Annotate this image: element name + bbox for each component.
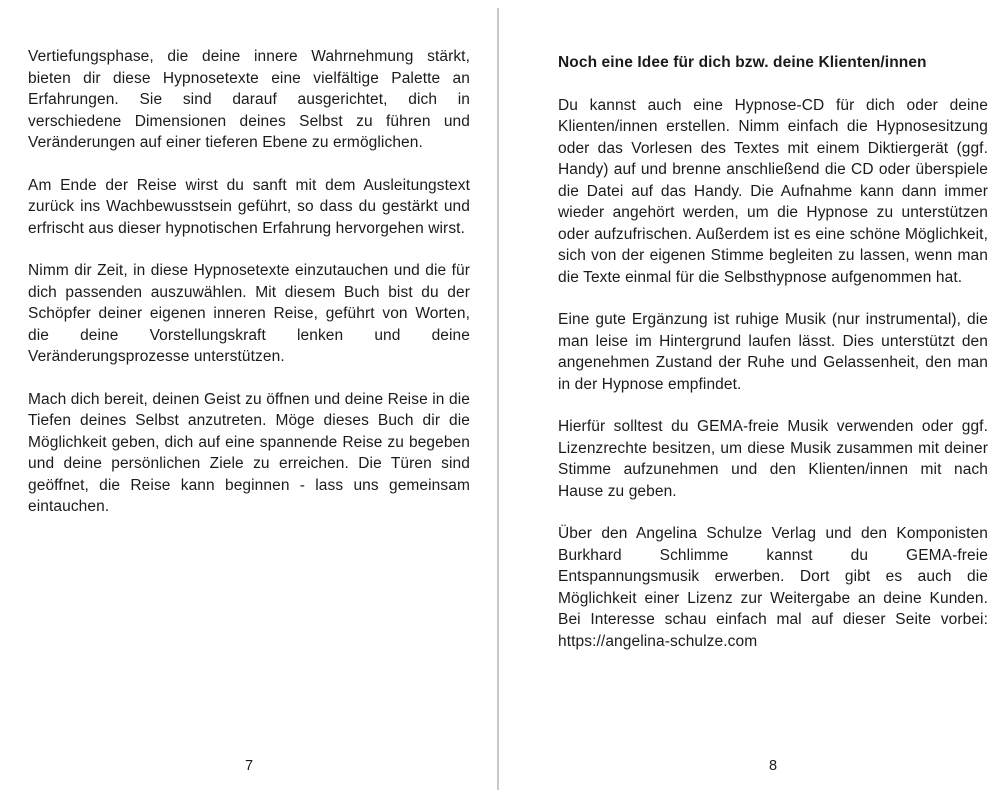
paragraph: Eine gute Ergänzung ist ruhige Musik (nur instrumental), die man leise im Hintergrund laufen lässt. Dies unterstützt den angenehmen Zustand der Ruhe und Gelassenheit, den man in der Hypnose empfindet. [558,311,988,393]
paragraph: Über den Angelina Schulze Verlag und den Komponisten Burkhard Schlimme kannst du GEMA-freie Entspannungsmusik erwerben. Dort gibt es auch die Möglichkeit einer Lizenz zur Weitergabe an deine Kunden. Bei Interesse schau einfach mal auf dieser Seite vorbei: https://angelina-schulze.com [558,525,988,650]
paragraph: Hierfür solltest du GEMA-freie Musik verwenden oder ggf. Lizenzrechte besitzen, um diese Musik zusammen mit deiner Stimme aufzunehmen und den Klienten/innen mit nach Hause zu geben. [558,418,988,500]
page-number-right: 8 [768,758,778,774]
paragraph: Vertiefungsphase, die deine innere Wahrnehmung stärkt, bieten dir diese Hypnosetexte eine vielfältige Palette an Erfahrungen. Sie sind darauf ausgerichtet, dich in verschiedene Dimensionen deines Selbst zu führen und Veränderungen auf einer tieferen Ebene zu ermöglichen. [28,48,470,151]
paragraph: Du kannst auch eine Hypnose-CD für dich oder deine Klienten/innen erstellen. Nimm einfach die Hypnosesitzung oder das Vorlesen des Textes mit einem Diktiergerät (ggf. Handy) auf und brenne anschließend die CD oder überspiele die Datei auf das Handy. Die Aufnahme kann dann immer wieder angehört werden, um die Hypnose zu unterstützen oder aufzufrischen. Außerdem ist es eine schöne Möglichkeit, sich von der eigenen Stimme begleiten zu lassen, wenn man die Texte einmal für die Selbsthypnose aufgenommen hat. [558,96,988,286]
paragraph: Nimm dir Zeit, in diese Hypnosetexte einzutauchen und die für dich passenden auszuwählen. Mit diesem Buch bist du der Schöpfer deiner eigenen inneren Reise, geführt von Worten, die deine Vorstellungskraft lenken und deine Veränderungsprozesse unterstützen. [28,262,470,365]
left-text-block [28,46,470,539]
paragraph: Mach dich bereit, deinen Geist zu öffnen und deine Reise in die Tiefen deines Selbst anzutreten. Möge dieses Buch dir die Möglichkeit geben, dich auf eine spannende Reise zu begeben und deine persönlichen Ziele zu erreichen. Die Türen sind geöffnet, die Reise kann beginnen - lass uns gemeinsam eintauchen. [28,390,470,515]
page-right [500,0,1000,800]
paragraph: Am Ende der Reise wirst du sanft mit dem Ausleitungstext zurück ins Wachbewusstsein geführt, so dass du gestärkt und erfrischt aus dieser hypnotischen Erfahrung hervorgehen wirst. [28,176,470,237]
right-text-block [558,52,988,673]
page-number-left: 7 [244,758,254,774]
page-divider [497,8,499,790]
section-heading: Noch eine Idee für dich bzw. deine Klienten/innen [558,54,927,71]
